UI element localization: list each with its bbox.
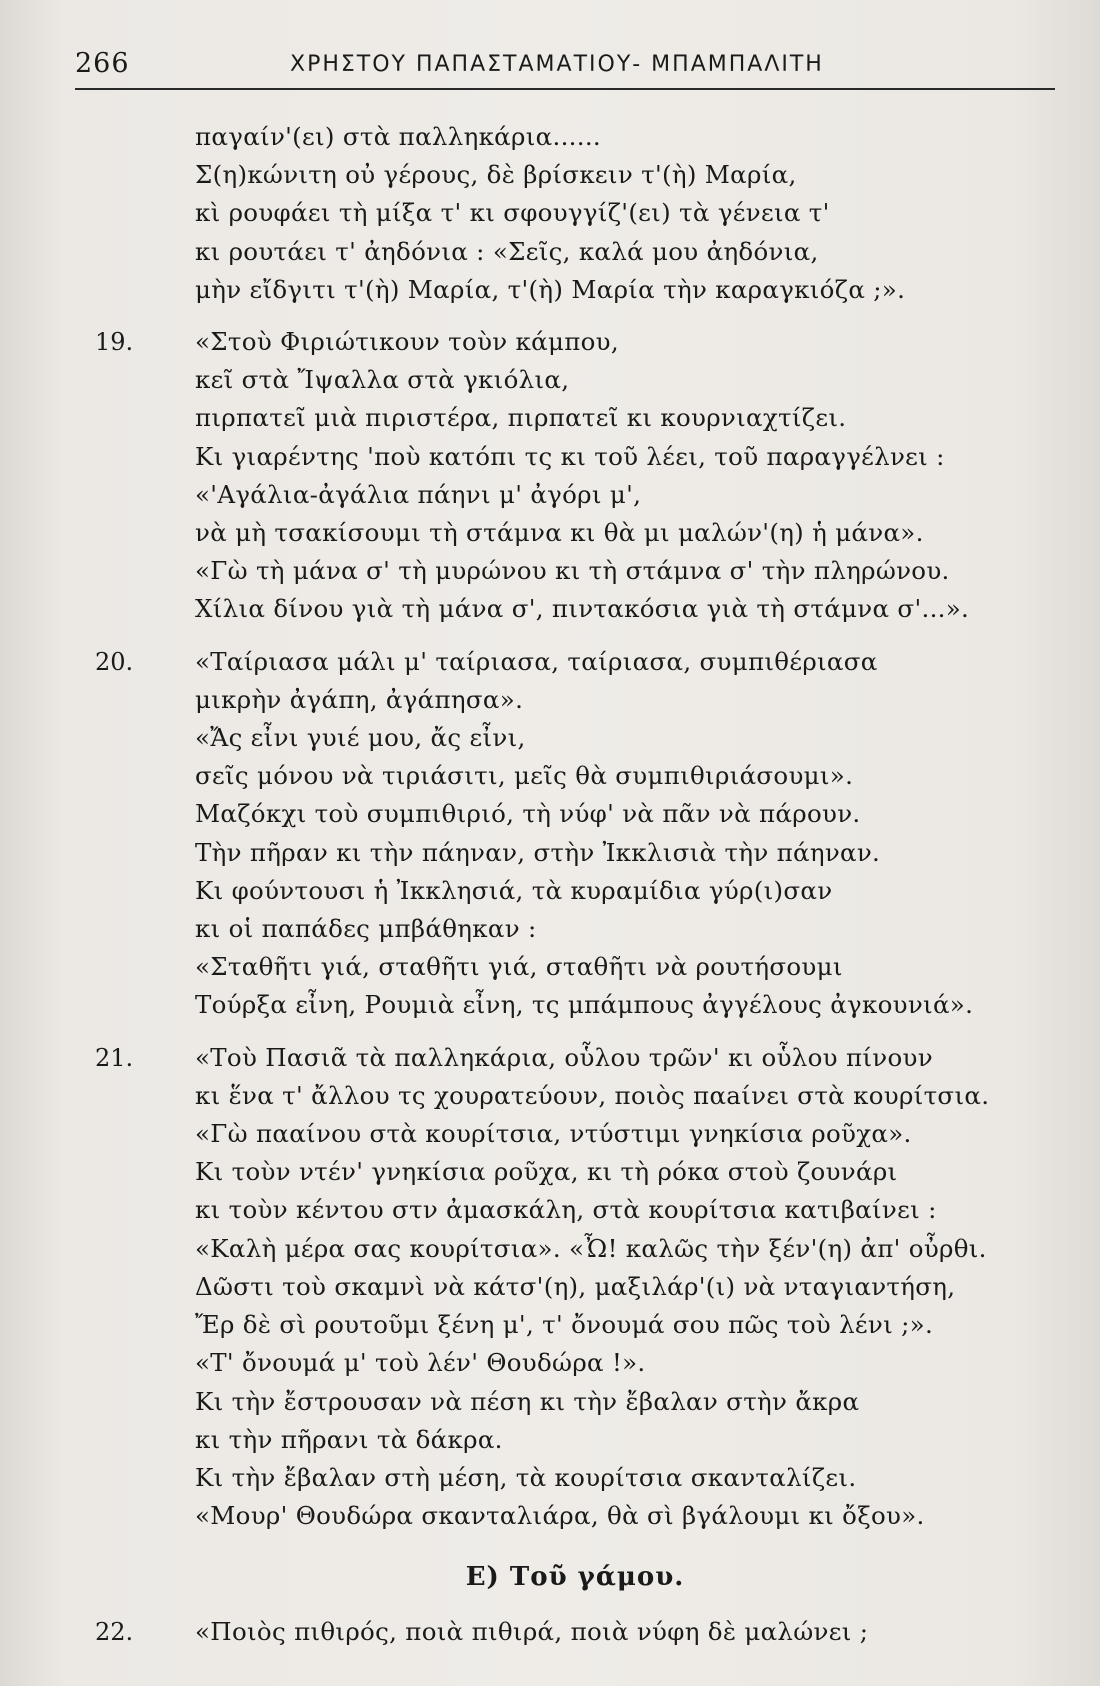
verse-line: «Γὼ πααίνου στὰ κουρίτσια, ντύστιμι γνηκίσια ροῦχα». — [195, 1119, 912, 1149]
stanza-number: 20. — [95, 647, 134, 676]
page-body — [95, 118, 1055, 1652]
page-number: 266 — [75, 48, 130, 79]
verse-line: Κι φούντουσι ἡ Ἰκκλησιά, τὰ κυραμίδια γύρ(ι)σαν — [195, 875, 833, 905]
stanza-21 — [95, 1039, 1055, 1536]
verse-line: κι οἱ παπάδες μπβάθηκαν : — [195, 914, 537, 944]
verse-line: «Στοὺ Φιριώτικουν τοὺν κάμπου, — [195, 327, 619, 357]
verse-line: Δῶστι τοὺ σκαμνὶ νὰ κάτσ'(η), μαξιλάρ'(ι) νὰ νταγιαντήση, — [195, 1271, 956, 1301]
verse-line: κι τὴν πῆρανι τὰ δάκρα. — [195, 1424, 503, 1454]
verse-line: νὰ μὴ τσακίσουμι τὴ στάμνα κι θὰ μι μαλών'(η) ἡ μάνα». — [195, 518, 924, 548]
verse-line: κι ρουτάει τ' ἀηδόνια : «Σεῖς, καλά μου ἀηδόνια, — [195, 236, 819, 266]
page-header — [75, 38, 1055, 88]
verse-line: «Ταίριασα μάλι μ' ταίριασα, ταίριασα, συμπιθέριασα — [195, 646, 878, 676]
verse-line: Κι γιαρέντης 'ποὺ κατόπι τς κι τοῦ λέει, τοῦ παραγγέλνει : — [195, 441, 945, 471]
stanza-lines — [195, 643, 1055, 1025]
verse-line: Τὴν πῆραν κι τὴν πάηναν, στὴν Ἰκκλισιὰ τὴν πάηναν. — [195, 837, 881, 867]
verse-line: «Καλὴ μέρα σας κουρίτσια». «Ὦ! καλῶς τὴν ξέν'(η) ἀπ' οὖρθι. — [195, 1233, 987, 1263]
verse-line: Κι τοὺν ντέν' γνηκίσια ροῦχα, κι τὴ ρόκα στοὺ ζουνάρι — [195, 1157, 898, 1187]
verse-line: «Τ' ὄνουμά μ' τοὺ λέν' Θουδώρα !». — [195, 1348, 646, 1378]
stanza-number: 22. — [95, 1618, 134, 1647]
stanza-lines — [195, 118, 1055, 309]
verse-line: «Μουρ' Θουδώρα σκανταλιάρα, θὰ σὶ βγάλουμι κι ὄξου». — [195, 1501, 925, 1531]
running-head: ΧΡΗΣΤΟΥ ΠΑΠΑΣΤΑΜΑΤΙΟΥ- ΜΠΑΜΠΑΛΙΤΗ — [290, 52, 824, 77]
verse-line: μικρὴν ἀγάπη, ἀγάπησα». — [195, 684, 524, 714]
verse-line: «Ἄς εἶνι γυιέ μου, ἄς εἶνι, — [195, 723, 526, 753]
verse-line: παγαίν'(ει) στὰ παλληκάρια...... — [195, 122, 602, 151]
verse-line: σεῖς μόνου νὰ τιριάσιτι, μεῖς θὰ συμπιθιριάσουμι». — [195, 761, 854, 791]
stanza-20 — [95, 643, 1055, 1025]
verse-line: «Ποιὸς πιθιρός, ποιὰ πιθιρά, ποιὰ νύφη δὲ μαλώνει ; — [195, 1617, 869, 1647]
verse-line: κὶ ρουφάει τὴ μίξα τ' κι σφουγγίζ'(ει) τὰ γένεια τ' — [195, 198, 830, 228]
verse-line: Μαζόκχι τοὺ συμπιθιριό, τὴ νύφ' νὰ πᾶν νὰ πάρουν. — [195, 799, 861, 829]
verse-line: κι τοὺν κέντου στν ἀμασκάλη, στὰ κουρίτσια κατιβαίνει : — [195, 1195, 937, 1225]
stanza-number: 21. — [95, 1043, 134, 1072]
stanza-continued — [95, 118, 1055, 309]
stanza-lines — [195, 323, 1055, 629]
stanza-lines — [195, 1039, 1055, 1536]
verse-line: Κι τὴν ἔβαλαν στὴ μέση, τὰ κουρίτσια σκανταλίζει. — [195, 1462, 857, 1492]
verse-line: Χίλια δίνου γιὰ τὴ μάνα σ', πιντακόσια γιὰ τὴ στάμνα σ'...». — [195, 594, 970, 624]
section-heading: Ε) Τοῦ γάμου. — [465, 1562, 685, 1593]
verse-line: Ἔρ δὲ σὶ ρουτοῦμι ξένη μ', τ' ὄνουμά σου πῶς τοὺ λένι ;». — [195, 1310, 934, 1340]
verse-line: Κι τὴν ἔστρουσαν νὰ πέση κι τὴν ἔβαλαν στὴν ἄκρα — [195, 1386, 860, 1416]
verse-line: μὴν εἴδγιτι τ'(ὴ) Μαρία, τ'(ὴ) Μαρία τὴν καραγκιόζα ;». — [195, 274, 906, 304]
header-rule — [75, 88, 1055, 90]
verse-line: Τούρξα εἶνη, Ρουμιὰ εἶνη, τς μπάμπους ἀγγέλους ἀγκουνιά». — [195, 990, 974, 1020]
verse-line: «'Αγάλια-ἀγάλια πάηνι μ' ἀγόρι μ', — [195, 479, 642, 509]
verse-line: «Γὼ τὴ μάνα σ' τὴ μυρώνου κι τὴ στάμνα σ' τὴν πληρώνου. — [195, 556, 950, 586]
stanza-lines — [195, 1613, 1055, 1651]
verse-line: «Σταθῆτι γιά, σταθῆτι γιά, σταθῆτι νὰ ρουτήσουμι — [195, 952, 843, 982]
verse-line: κεῖ στὰ Ἴψαλλα στὰ γκιόλια, — [195, 365, 570, 395]
verse-line: «Τοὺ Πασιᾶ τὰ παλληκάρια, οὗλου τρῶν' κι οὗλου πίνουν — [195, 1042, 933, 1072]
verse-line: κι ἕνα τ' ἄλλου τς χουρατεύουν, ποιὸς παаίνει στὰ κουρίτσια. — [195, 1080, 990, 1110]
stanza-19 — [95, 323, 1055, 629]
stanza-number: 19. — [95, 328, 134, 357]
stanza-22 — [95, 1613, 1055, 1651]
verse-line: Σ(η)κώνιτη οὐ γέρους, δὲ βρίσκειν τ'(ὴ) Μαρία, — [195, 160, 797, 190]
verse-line: πιρπατεῖ μιὰ πιριστέρα, πιρπατεῖ κι κουρνιαχτίζει. — [195, 403, 847, 433]
